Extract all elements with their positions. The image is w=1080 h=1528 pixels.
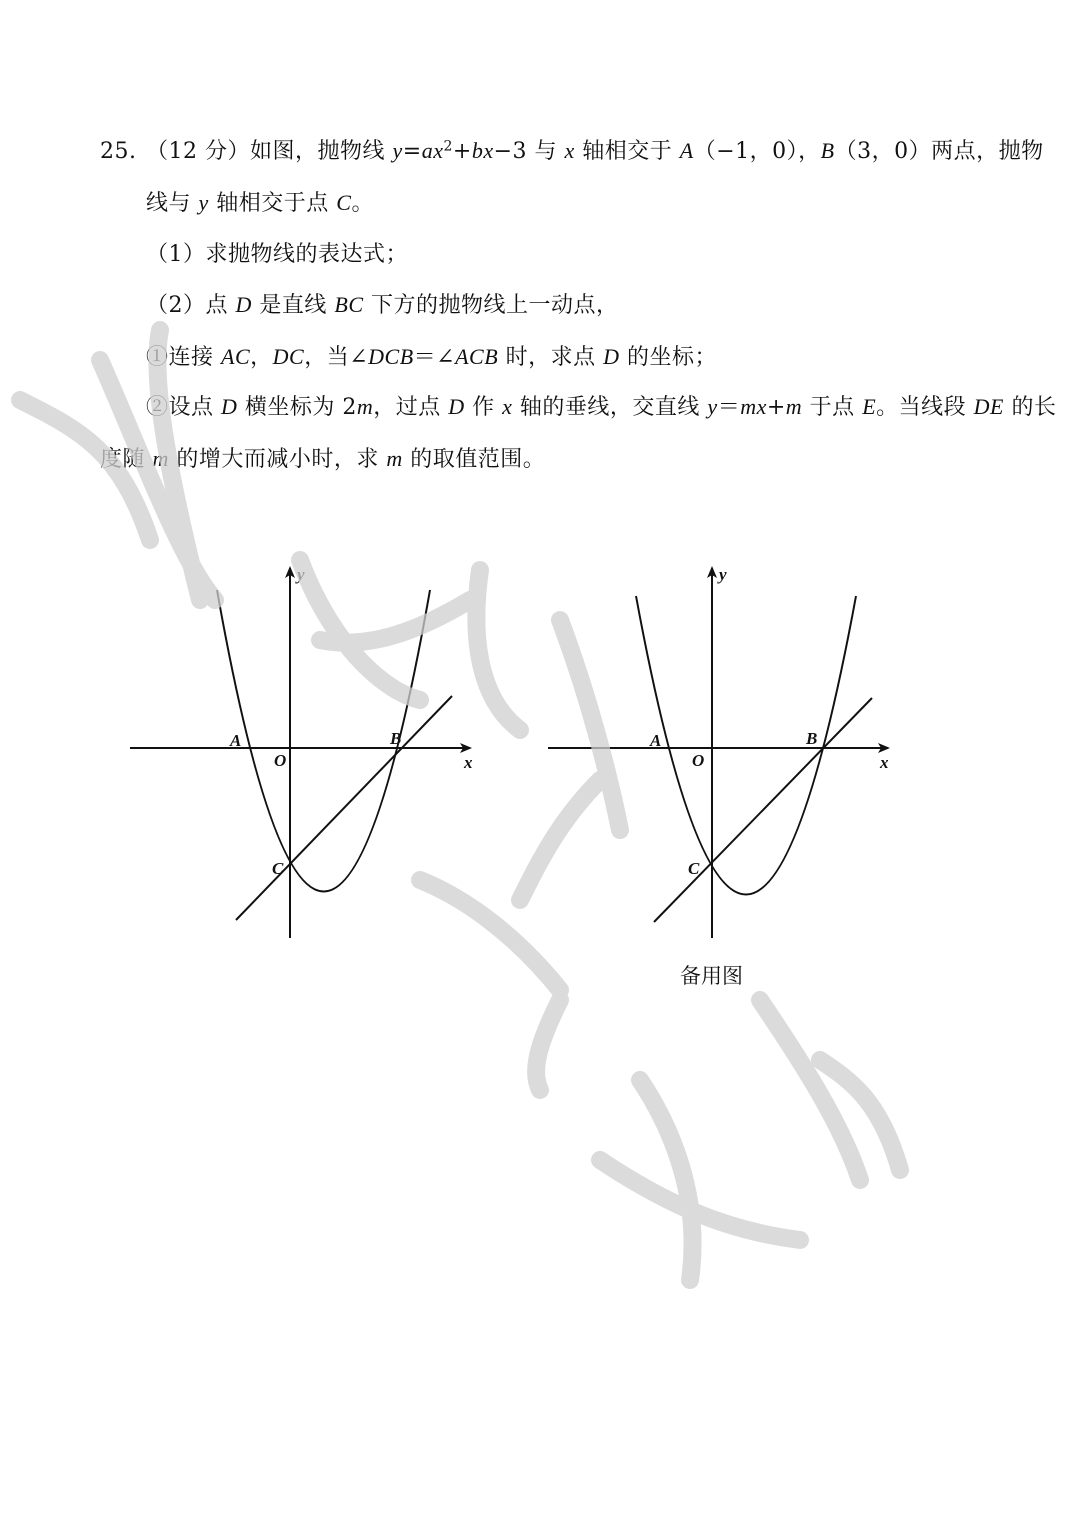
text: 的长: [1003, 395, 1057, 420]
math-var: y: [392, 138, 403, 163]
figure-spare: [548, 565, 889, 938]
text: +: [452, 139, 472, 164]
text: 轴相交于点: [208, 191, 337, 216]
math-var: BC: [334, 292, 364, 317]
text: +: [766, 395, 786, 420]
math-var: AC: [221, 344, 251, 369]
math-var: DC: [272, 344, 305, 369]
math-var: C: [336, 190, 352, 215]
math-var: ACB: [455, 344, 499, 369]
parabola: [636, 596, 856, 895]
text: （1）求抛物线的表达式；: [146, 242, 408, 267]
label-a: A: [230, 731, 242, 750]
math-var: DE: [973, 394, 1004, 419]
label-x: x: [464, 753, 473, 772]
text: ，当∠: [304, 345, 369, 370]
text: 的坐标；: [619, 345, 718, 370]
math-var: mx: [740, 394, 767, 419]
math-var: m: [785, 394, 803, 419]
text: 轴的垂线，交直线: [512, 395, 708, 420]
math-var: B: [820, 138, 835, 163]
text: ＝: [717, 395, 741, 420]
text: （−1，0），: [693, 139, 821, 164]
text: 的取值范围。: [402, 447, 546, 472]
text: 。当线段: [876, 395, 974, 420]
label-y: y: [719, 565, 727, 584]
figure-main: [130, 565, 473, 938]
label-a: A: [650, 731, 662, 750]
text: 时，求点: [498, 345, 604, 370]
math-var: D: [235, 292, 252, 317]
math-var: ax: [421, 138, 444, 163]
math-var: E: [862, 394, 877, 419]
label-b: B: [806, 729, 818, 748]
label-o: O: [692, 751, 705, 770]
text: 度随: [100, 447, 153, 472]
text: 是直线: [251, 293, 335, 318]
text: 。: [351, 191, 374, 216]
math-var: DCB: [368, 344, 414, 369]
math-var: x: [564, 138, 575, 163]
math-var: D: [221, 394, 238, 419]
text: 作: [464, 395, 503, 420]
math-var: m: [152, 446, 169, 471]
figure-caption: 备用图: [680, 964, 743, 988]
text: ，: [250, 345, 273, 370]
label-c: C: [272, 859, 284, 878]
text: ①连接: [146, 345, 221, 370]
math-var: m: [386, 446, 403, 471]
text: 与: [527, 139, 565, 164]
label-c: C: [688, 859, 700, 878]
text: 的增大而减小时，求: [168, 447, 387, 472]
text: （2）点: [146, 293, 236, 318]
question-number: 25.: [100, 139, 137, 164]
label-o: O: [274, 751, 287, 770]
exponent: 2: [443, 138, 453, 155]
math-var: x: [502, 394, 513, 419]
label-y: y: [297, 565, 305, 584]
text: （12 分）如图，抛物线: [146, 139, 393, 164]
math-var: y: [198, 190, 209, 215]
math-var: A: [679, 138, 694, 163]
text: ＝∠: [413, 345, 456, 370]
text: =: [402, 139, 422, 164]
text: 下方的抛物线上一动点，: [363, 293, 619, 318]
math-var: D: [603, 344, 620, 369]
text: 横坐标为 2: [237, 395, 357, 420]
text: （3，0）两点，抛物: [834, 139, 1044, 164]
math-var: D: [448, 394, 465, 419]
text: ，过点: [373, 395, 449, 420]
text: −3: [493, 139, 528, 164]
text: 于点: [802, 395, 863, 420]
label-x: x: [880, 753, 889, 772]
math-var: y: [707, 394, 718, 419]
math-var: m: [356, 394, 374, 419]
label-b: B: [390, 729, 402, 748]
text: 线与: [146, 191, 199, 216]
math-var: bx: [471, 138, 494, 163]
text: ②设点: [146, 395, 221, 420]
text: 轴相交于: [574, 139, 680, 164]
